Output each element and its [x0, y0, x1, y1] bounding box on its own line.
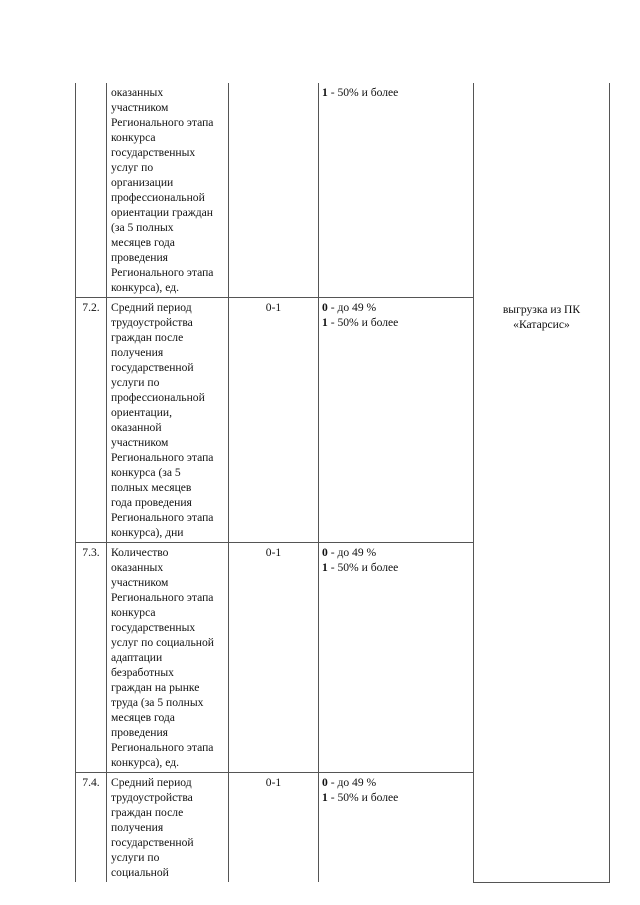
- criterion-score: 1: [322, 86, 328, 99]
- indicator-name-line: (за 5 полных: [111, 221, 174, 234]
- data-source: [474, 83, 610, 882]
- indicator-name-line: участником: [111, 576, 169, 589]
- indicator-name-line: Средний период: [111, 776, 192, 789]
- criterion-score: 0: [322, 776, 328, 789]
- points-range: [229, 83, 319, 298]
- criterion-line: [322, 300, 470, 315]
- indicator-name-line: получения: [111, 346, 164, 359]
- indicator-name-line: полных месяцев: [111, 481, 192, 494]
- data-source-line: выгрузка из ПК: [502, 303, 581, 317]
- points-range: 0-1: [229, 543, 319, 773]
- data-source-line: «Катарсис»: [513, 318, 570, 332]
- criterion-text: - 50% и более: [327, 561, 399, 574]
- criterion-text: - 50% и более: [327, 86, 399, 99]
- indicator-name-line: проведения: [111, 726, 168, 739]
- indicator-name-line: участником: [111, 101, 169, 114]
- indicator-name-line: получения: [111, 821, 164, 834]
- indicator-name-line: конкурса), ед.: [111, 281, 179, 294]
- indicator-name-line: оказанных: [111, 561, 164, 574]
- indicator-name: [107, 83, 229, 298]
- indicator-name-line: организации: [111, 176, 174, 189]
- indicator-name-line: государственной: [111, 836, 194, 849]
- criterion-score: 0: [322, 301, 328, 314]
- criterion-score: 0: [322, 546, 328, 559]
- criterion-score: 1: [322, 316, 328, 329]
- indicator-name-line: услуг по: [111, 161, 154, 174]
- criterion-line: [322, 790, 470, 805]
- scoring-criteria: [319, 298, 474, 543]
- indicator-name-line: конкурса: [111, 131, 156, 144]
- indicator-name-line: конкурса (за 5: [111, 466, 181, 479]
- criteria-table: [75, 83, 610, 883]
- indicator-name-line: конкурса), ед.: [111, 756, 179, 769]
- indicator-name-line: Регионального этапа: [111, 266, 214, 279]
- indicator-name-line: услуги по: [111, 851, 160, 864]
- indicator-name-line: услуги по: [111, 376, 160, 389]
- indicator-name-line: ориентации граждан: [111, 206, 213, 219]
- indicator-name-line: государственных: [111, 621, 196, 634]
- criterion-line: [322, 560, 470, 575]
- criterion-text: - до 49 %: [327, 546, 377, 559]
- indicator-name-line: трудоустройства: [111, 316, 193, 329]
- indicator-name-line: оказанной: [111, 421, 162, 434]
- criterion-score: 1: [322, 791, 328, 804]
- points-range: 0-1: [229, 773, 319, 883]
- row-number: 7.3.: [76, 543, 107, 773]
- row-number: 7.4.: [76, 773, 107, 883]
- indicator-name-line: граждан на рынке: [111, 681, 200, 694]
- indicator-name-line: конкурса: [111, 606, 156, 619]
- criterion-text: - до 49 %: [327, 301, 377, 314]
- points-range: 0-1: [229, 298, 319, 543]
- indicator-name-line: проведения: [111, 251, 168, 264]
- indicator-name-line: граждан после: [111, 806, 184, 819]
- scoring-criteria: [319, 83, 474, 298]
- criterion-score: 1: [322, 561, 328, 574]
- indicator-name-line: профессиональной: [111, 391, 205, 404]
- scoring-criteria: [319, 773, 474, 883]
- table-row: [76, 83, 610, 298]
- indicator-name-line: безработных: [111, 666, 174, 679]
- criterion-line: [322, 775, 470, 790]
- indicator-name-line: Регионального этапа: [111, 741, 214, 754]
- indicator-name-line: Регионального этапа: [111, 451, 214, 464]
- row-number: 7.2.: [76, 298, 107, 543]
- indicator-name-line: труда (за 5 полных: [111, 696, 204, 709]
- indicator-name-line: месяцев года: [111, 236, 175, 249]
- criterion-text: - до 49 %: [327, 776, 377, 789]
- indicator-name-line: месяцев года: [111, 711, 175, 724]
- scoring-criteria: [319, 543, 474, 773]
- indicator-name-line: Регионального этапа: [111, 116, 214, 129]
- indicator-name-line: Регионального этапа: [111, 511, 214, 524]
- indicator-name-line: государственной: [111, 361, 194, 374]
- row-number: [76, 83, 107, 298]
- indicator-name-line: участником: [111, 436, 169, 449]
- indicator-name-line: трудоустройства: [111, 791, 193, 804]
- indicator-name-line: граждан после: [111, 331, 184, 344]
- criterion-line: [322, 545, 470, 560]
- criterion-text: - 50% и более: [327, 791, 399, 804]
- indicator-name-line: конкурса), дни: [111, 526, 184, 539]
- criterion-text: - 50% и более: [327, 316, 399, 329]
- indicator-name: [107, 543, 229, 773]
- criterion-line: [322, 85, 470, 100]
- indicator-name-line: профессиональной: [111, 191, 205, 204]
- indicator-name-line: Количество: [111, 546, 169, 559]
- criterion-line: [322, 315, 470, 330]
- indicator-name-line: Средний период: [111, 301, 192, 314]
- indicator-name-line: социальной: [111, 866, 169, 879]
- indicator-name-line: года проведения: [111, 496, 192, 509]
- indicator-name-line: государственных: [111, 146, 196, 159]
- indicator-name-line: оказанных: [111, 86, 164, 99]
- indicator-name-line: адаптации: [111, 651, 163, 664]
- indicator-name-line: услуг по социальной: [111, 636, 214, 649]
- indicator-name-line: Регионального этапа: [111, 591, 214, 604]
- indicator-name: [107, 298, 229, 543]
- indicator-name-line: ориентации,: [111, 406, 173, 419]
- indicator-name: [107, 773, 229, 883]
